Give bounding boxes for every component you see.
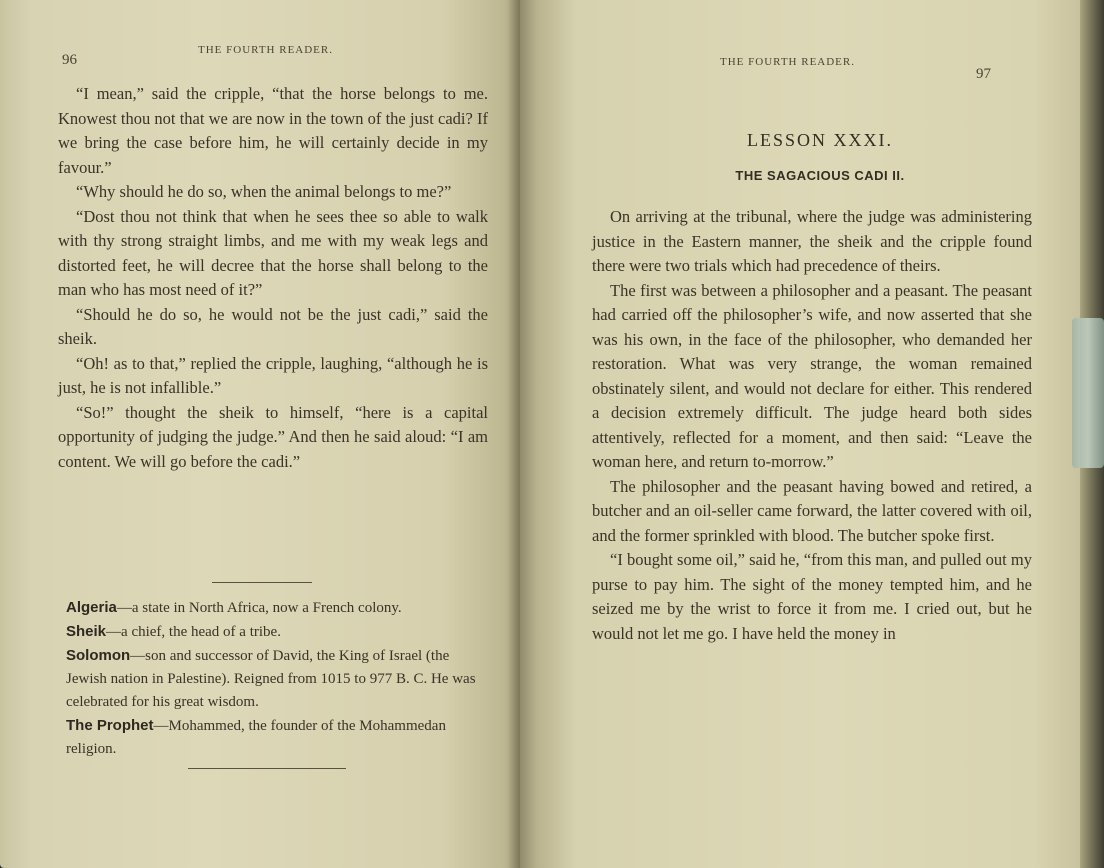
end-divider <box>188 768 346 769</box>
paragraph: “Why should he do so, when the animal belongs to me?” <box>76 182 452 201</box>
glossary-term: Solomon <box>66 647 131 664</box>
bookmark-tab <box>1072 318 1104 468</box>
left-folio: 96 <box>62 52 77 68</box>
right-body-text <box>592 205 1032 646</box>
paragraph: The first was between a philosopher and a peasant. The peasant had carried off the philosopher’s wife, and now asserted that she was his own, in the face of the philosopher, who demanded her restoration. What was very strange, the woman remained obstinately silent, and would not declare for either. This rendered a decision extremely difficult. The judge heard both sides attentively, reflected for a moment, and then said: “Leave the woman here, and return to-morrow.” <box>592 280 1032 471</box>
right-running-head: THE FOURTH READER. <box>720 56 855 68</box>
glossary-note <box>66 620 490 644</box>
paragraph: “I bought some oil,” said he, “from this man, and pulled out my purse to pay him. The sight of the money tempted him, and he seized me by the wrist to force it from me. I cried out, but he would not let me go. I have held the money in <box>592 550 1032 643</box>
left-running-head: THE FOURTH READER. <box>198 44 333 56</box>
glossary-note <box>66 714 490 761</box>
paragraph: “Should he do so, he would not be the just cadi,” said the sheik. <box>58 304 488 348</box>
paragraph: The philosopher and the peasant having bowed and retired, a butcher and an oil-seller came forward, the latter covered with oil, and the former sprinkled with blood. The butcher spoke first. <box>592 476 1032 545</box>
glossary-note <box>66 596 490 620</box>
paragraph: “So!” thought the sheik to himself, “here is a capital opportunity of judging the judge.” And then he said aloud: “I am content. We will go before the cadi.” <box>58 402 488 471</box>
glossary-term: Algeria <box>66 599 117 616</box>
paragraph: “I mean,” said the cripple, “that the horse belongs to me. Knowest thou not that we are now in the town of the just cadi? If we bring the case before him, he will certainly decide in my favour.” <box>58 84 488 177</box>
right-folio: 97 <box>976 66 991 82</box>
glossary-definition: —son and successor of David, the King of Israel (the Jewish nation in Palestine). Reigned from 1015 to 977 B. C. He was celebrated for his great wisdom. <box>66 648 476 710</box>
glossary-notes <box>66 596 490 761</box>
glossary-definition: —Mohammed, the founder of the Mohammedan religion. <box>66 718 446 757</box>
paragraph: “Dost thou not think that when he sees thee so able to walk with thy strong straight limbs, and me with my weak legs and distorted feet, he will decree that the horse shall belong to the man who has most need of it?” <box>58 206 488 299</box>
glossary-note <box>66 644 490 714</box>
section-divider <box>212 582 312 583</box>
glossary-term: The Prophet <box>66 717 154 734</box>
paragraph: On arriving at the tribunal, where the judge was administering justice in the Eastern manner, the sheik and the cripple found there were two trials which had precedence of theirs. <box>592 207 1032 275</box>
glossary-term: Sheik <box>66 623 107 640</box>
glossary-definition: —a chief, the head of a tribe. <box>106 624 281 640</box>
paragraph: “Oh! as to that,” replied the cripple, laughing, “although he is just, he is not infallible.” <box>58 353 488 397</box>
left-body-text <box>58 82 488 474</box>
lesson-title: LESSON XXXI. <box>746 130 893 150</box>
left-page <box>0 0 520 868</box>
right-page <box>520 0 1080 868</box>
glossary-definition: —a state in North Africa, now a French colony. <box>116 600 402 616</box>
lesson-subtitle: THE SAGACIOUS CADI II. <box>735 168 905 183</box>
